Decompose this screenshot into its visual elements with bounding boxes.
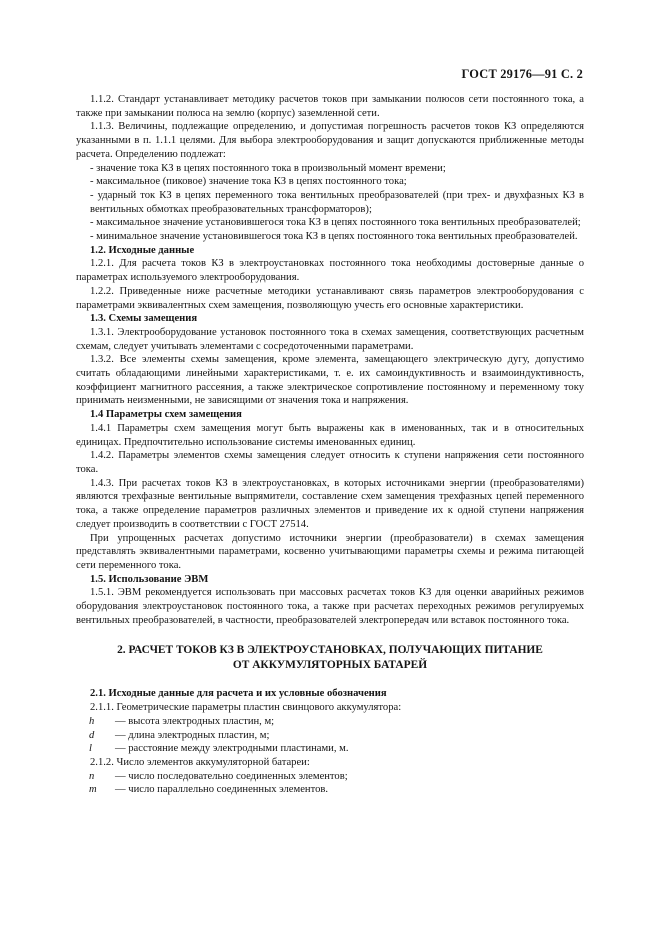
paragraph-1-3-2: 1.3.2. Все элементы схемы замещения, кроме элемента, замещающего электрическую дугу, допустимо считать обладающими линейными характеристиками, т. е. их самоиндуктивность и взаимоиндуктивность, коэффициент магнитного рассеяния, а также электрическое сопротивление постоянному и переменному току принимать неизменными, не зависящими от значения тока и напряжения. [76, 354, 584, 407]
symbol: d [89, 729, 95, 741]
definition-text: — число параллельно соединенных элементов. [115, 784, 329, 796]
definition-text: — расстояние между электродными пластинами, м. [115, 743, 349, 755]
list-item: - максимальное значение установившегося тока КЗ в цепях постоянного тока вентильных преобразователей; [90, 217, 581, 229]
definition-text: — высота электродных пластин, м; [115, 715, 275, 727]
definition-row [76, 783, 584, 797]
paragraph-1-4-2: 1.4.2. Параметры элементов схемы замещения следует относить к ступени напряжения сети постоянного тока. [76, 450, 584, 475]
page-header: ГОСТ 29176—91 С. 2 [461, 67, 583, 81]
section-2-title [76, 643, 584, 673]
definition-row [76, 742, 584, 756]
paragraph-1-2-1: 1.2.1. Для расчета токов КЗ в электроустановках постоянного тока необходимы достоверные данные о параметрах используемого электрооборудования. [76, 258, 584, 284]
section-2-title-line1: 2. РАСЧЕТ ТОКОВ КЗ В ЭЛЕКТРОУСТАНОВКАХ, ПОЛУЧАЮЩИХ ПИТАНИЕ [117, 644, 543, 657]
heading-1-5: 1.5. Использование ЭВМ [90, 573, 209, 585]
symbol: n [89, 770, 95, 782]
paragraph-1-4-1: 1.4.1 Параметры схем замещения могут быть выражены как в именованных, так и в относительных единицах. Предпочтительно использование системы именованных единиц. [76, 422, 584, 448]
section-2-title-line2: ОТ АККУМУЛЯТОРНЫХ БАТАРЕЙ [232, 659, 428, 672]
paragraph-1-4-3: 1.4.3. При расчетах токов КЗ в электроустановках, в которых источниками энергии (преобразователями) являются трехфазные вентильные выпрямители, составление схем замещения трехфазных цепей переменного тока, а также определение параметров различных элементов и приведение их к одной ступени напряжения следует производить в соответствии с ГОСТ 27514. [76, 477, 584, 530]
paragraph-1-1-2: 1.1.2. Стандарт устанавливает методику расчетов токов при замыкании полюсов сети постоянного тока, а также при замыкании полюса на землю (корпус) заземленной сети. [76, 94, 584, 119]
definition-row [76, 715, 584, 729]
definition-row [76, 770, 584, 784]
heading-1-4: 1.4 Параметры схем замещения [90, 409, 242, 421]
definition-text: — число последовательно соединенных элементов; [115, 770, 348, 782]
document-body [76, 93, 584, 797]
list-item: - максимальное (пиковое) значение тока КЗ в цепях постоянного тока; [90, 176, 407, 188]
heading-1-3: 1.3. Схемы замещения [90, 313, 198, 325]
symbol: h [89, 715, 95, 727]
list-item: - минимальное значение установившегося тока КЗ в цепях постоянного тока вентильных преобразователей. [90, 231, 578, 243]
list-item: - ударный ток КЗ в цепях переменного тока вентильных преобразователей (при трех- и двухфазных КЗ в вентильных обмотках преобразовательных трансформаторов); [90, 189, 584, 215]
heading-1-2: 1.2. Исходные данные [90, 244, 195, 256]
paragraph-1-3-1: 1.3.1. Электрооборудование установок постоянного тока в схемах замещения, соответствующих расчетным схемам, следует учитывать элементами с сосредоточенными параметрами. [76, 326, 584, 352]
paragraph-simplified: При упрощенных расчетах допустимо источники энергии (преобразователи) в схемах замещения представлять эквивалентными параметрами, косвенно учитывающими параметры схемы и режима питающей сети переменного тока. [76, 532, 584, 571]
paragraph-1-1-3: 1.1.3. Величины, подлежащие определению, и допустимая погрешность расчетов токов КЗ определяются указанными в п. 1.1.1 целями. Для выбора электрооборудования и защит допускаются приближенные методы расчета. Определению подлежат: [76, 121, 584, 160]
paragraph-2-1-1: 2.1.1. Геометрические параметры пластин свинцового аккумулятора: [90, 702, 402, 714]
definition-row [76, 729, 584, 743]
symbol: l [89, 743, 92, 755]
symbol: m [89, 784, 97, 796]
paragraph-1-2-2: 1.2.2. Приведенные ниже расчетные методики устанавливают связь параметров электрооборудования с параметрами эквивалентных схем замещения, позволяющую учесть его основные характеристики. [76, 285, 584, 311]
paragraph-2-1-2: 2.1.2. Число элементов аккумуляторной батареи: [90, 756, 310, 768]
list-item: - значение тока КЗ в цепях постоянного тока в произвольный момент времени; [90, 162, 446, 174]
definition-text: — длина электродных пластин, м; [115, 729, 270, 741]
heading-2-1: 2.1. Исходные данные для расчета и их условные обозначения [90, 688, 387, 700]
paragraph-1-5-1: 1.5.1. ЭВМ рекомендуется использовать при массовых расчетах токов КЗ для оценки аварийных режимов оборудования электроустановок постоянного тока, а также при расчетах переходных режимов регулируемых вентильных преобразователей, в частности, преобразователей электропередач или вставок постоянного тока. [76, 587, 584, 626]
